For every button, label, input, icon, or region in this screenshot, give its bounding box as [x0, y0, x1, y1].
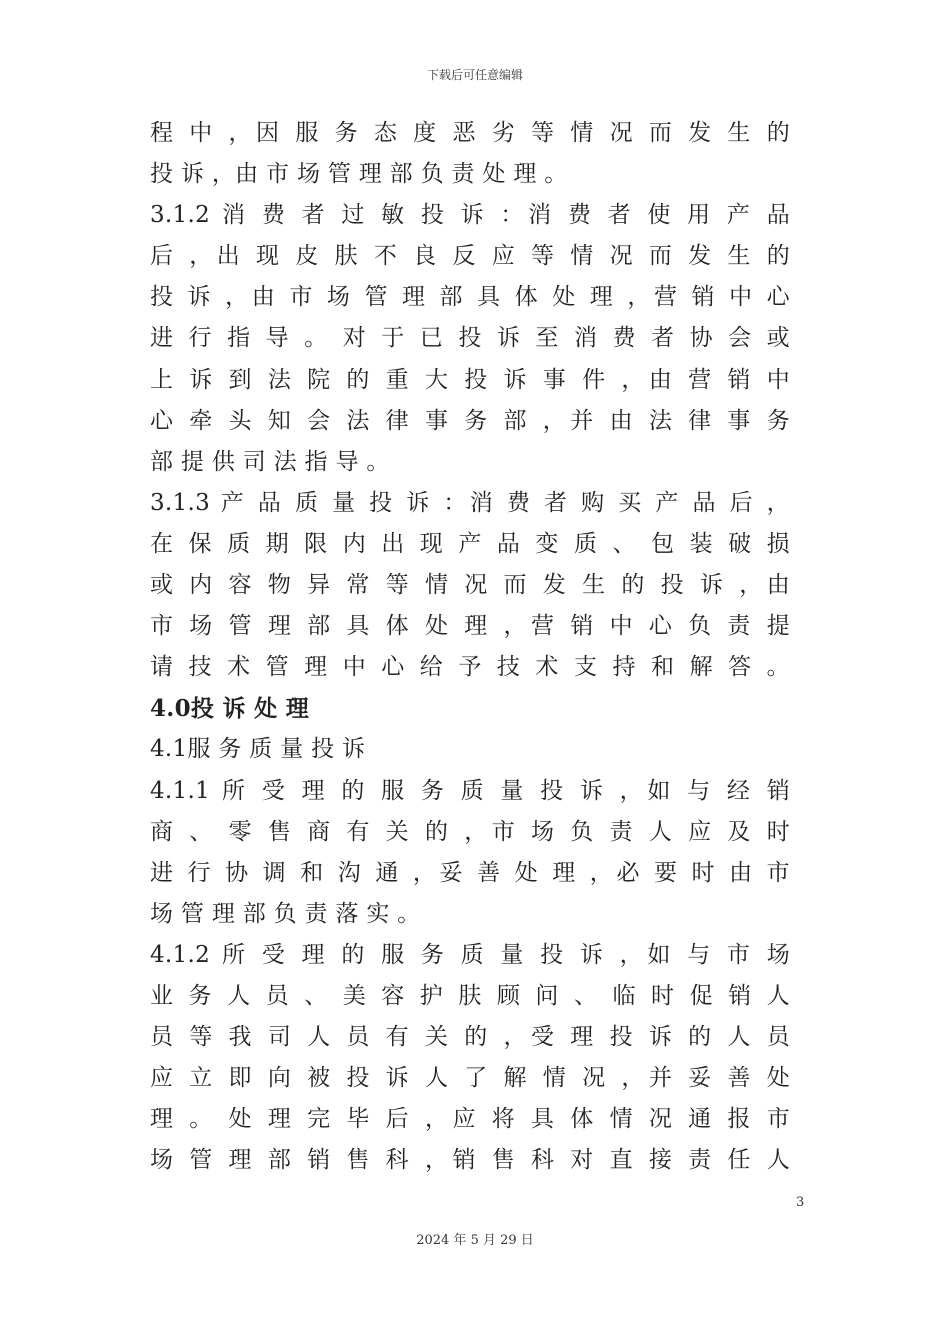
text-line: 心 牵 头 知 会 法 律 事 务 部 ，并 由 法 律 事 务 — [150, 407, 790, 434]
text-line: 进 行 指 导 。 对 于 已 投 诉 至 消 费 者 协 会 或 — [150, 325, 790, 352]
text-line: 部 提 供 司 法 指 导 。 — [150, 448, 390, 475]
document-body — [150, 113, 790, 1181]
text-line: 后 ，出 现 皮 肤 不 良 反 应 等 情 况 而 发 生 的 — [150, 243, 790, 270]
section-3-1-2-line: 3.1.2 消 费 者 过 敏 投 诉 ：消 费 者 使 用 产 品 — [150, 202, 790, 229]
text-line: 应 立 即 向 被 投 诉 人 了 解 情 况 ，并 妥 善 处 — [150, 1065, 790, 1092]
text-line: 场 管 理 部 销 售 科 ，销 售 科 对 直 接 责 任 人 — [150, 1147, 790, 1174]
section-4-1-2-line: 4.1.2 所 受 理 的 服 务 质 量 投 诉 ，如 与 市 场 — [150, 941, 790, 968]
text-line: 员 等 我 司 人 员 有 关 的 ，受 理 投 诉 的 人 员 — [150, 1024, 790, 1051]
subsection-heading-4-1: 4.1服 务 质 量 投 诉 — [150, 736, 366, 763]
text-line: 业 务 人 员 、 美 容 护 肤 顾 问 、 临 时 促 销 人 — [150, 982, 790, 1009]
section-4-1-1-line: 4.1.1 所 受 理 的 服 务 质 量 投 诉 ，如 与 经 销 — [150, 777, 790, 804]
text-line: 在 保 质 期 限 内 出 现 产 品 变 质 、 包 装 破 损 — [150, 530, 790, 557]
text-line: 投 诉 ，由 市 场 管 理 部 负 责 处 理 。 — [150, 161, 568, 188]
text-line: 市 场 管 理 部 具 体 处 理 ，营 销 中 心 负 责 提 — [150, 613, 790, 640]
text-line: 场 管 理 部 负 责 落 实 。 — [150, 900, 421, 927]
section-3-1-3-line: 3.1.3 产 品 质 量 投 诉 ：消 费 者 购 买 产 品 后 ， — [150, 489, 790, 516]
section-heading-4-0: 4.0投 诉 处 理 — [150, 695, 310, 723]
text-line: 程 中 ，因 服 务 态 度 恶 劣 等 情 况 而 发 生 的 — [150, 120, 790, 146]
page-number: 3 — [796, 1195, 805, 1210]
text-line: 商 、 零 售 商 有 关 的 ，市 场 负 责 人 应 及 时 — [150, 818, 790, 845]
text-line: 理 。 处 理 完 毕 后 ，应 将 具 体 情 况 通 报 市 — [150, 1106, 790, 1133]
text-line: 投 诉 ，由 市 场 管 理 部 具 体 处 理 ，营 销 中 心 — [150, 284, 790, 311]
text-line: 请 技 术 管 理 中 心 给 予 技 术 支 持 和 解 答 。 — [150, 654, 790, 681]
footer-date: 2024 年 5 月 29 日 — [416, 1233, 534, 1248]
header-note: 下载后可任意编辑 — [426, 68, 523, 82]
text-line: 或 内 容 物 异 常 等 情 况 而 发 生 的 投 诉 ，由 — [150, 572, 790, 599]
text-line: 进 行 协 调 和 沟 通 ，妥 善 处 理 ，必 要 时 由 市 — [150, 859, 790, 886]
text-line: 上 诉 到 法 院 的 重 大 投 诉 事 件 ，由 营 销 中 — [150, 366, 790, 393]
